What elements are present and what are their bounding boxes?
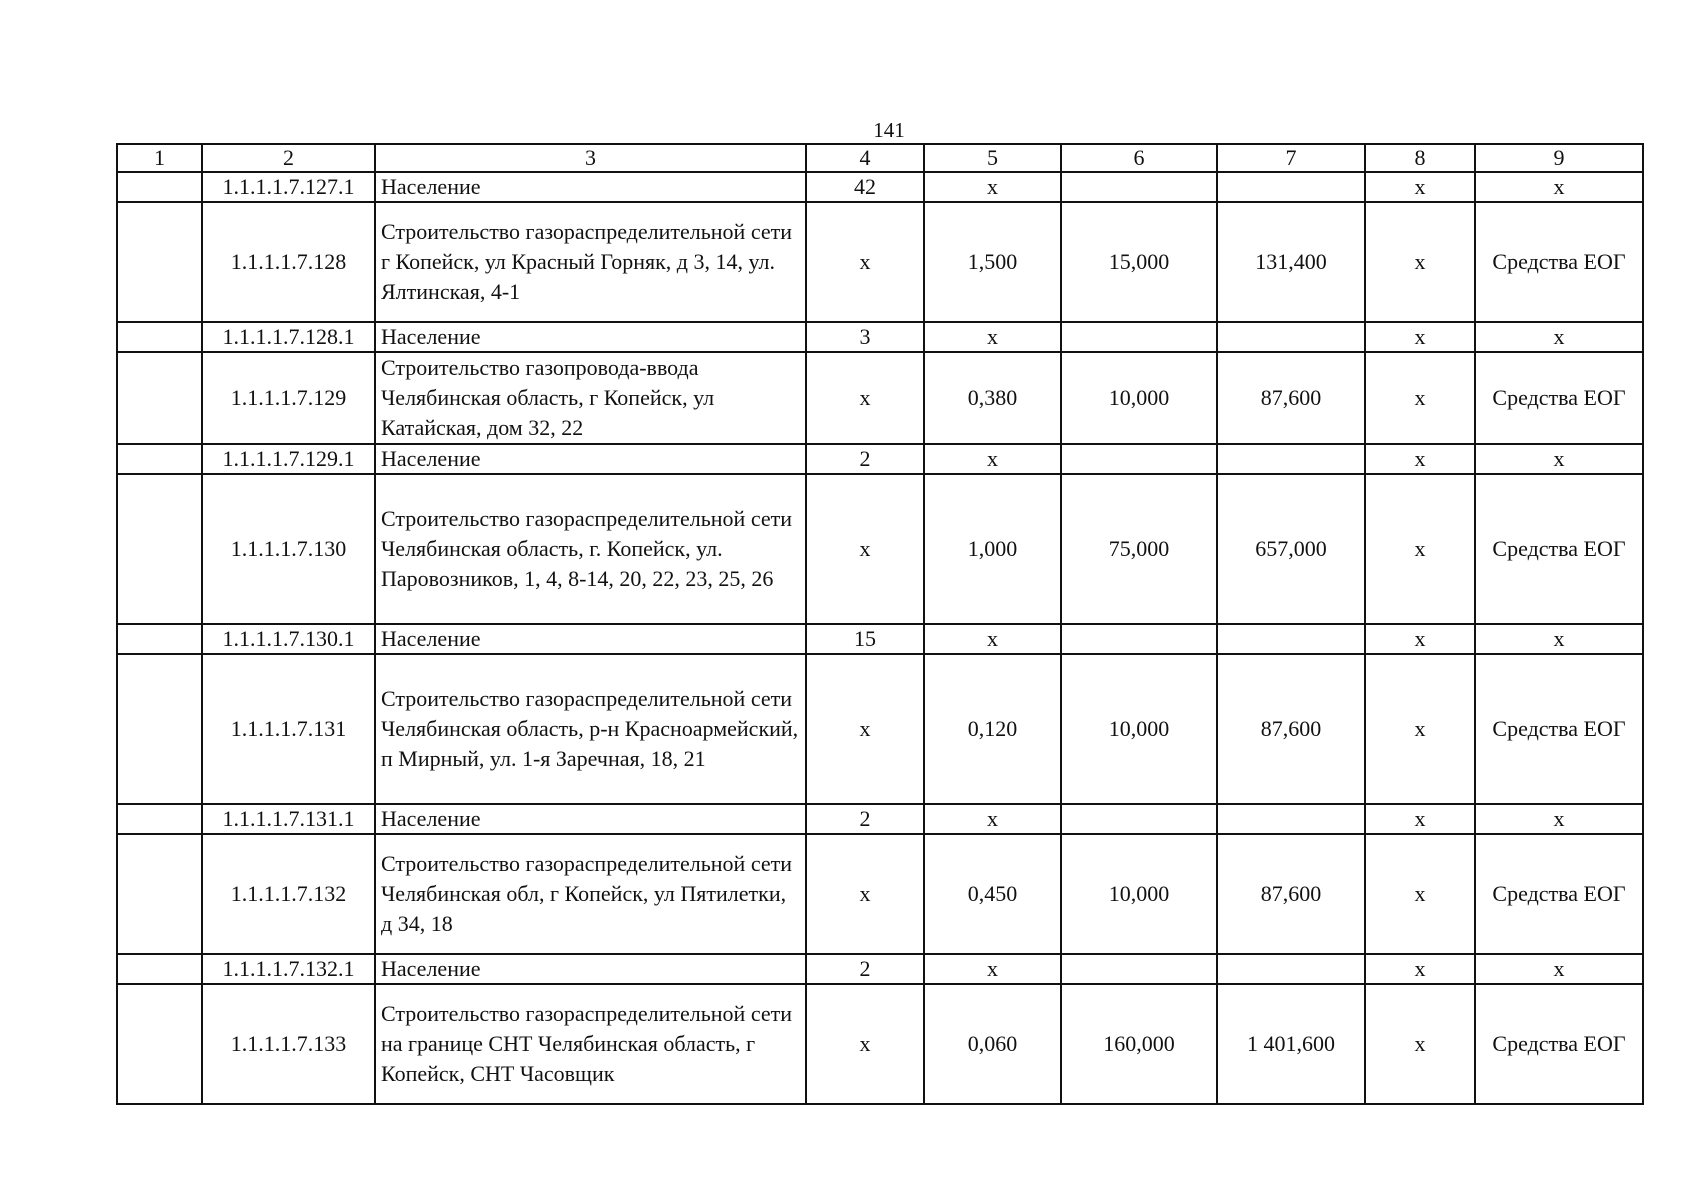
table-cell-col4: 15 bbox=[806, 624, 924, 654]
table-cell-col6: 10,000 bbox=[1061, 834, 1217, 954]
table-cell-col8: x bbox=[1365, 984, 1475, 1104]
table-cell-col2: 1.1.1.1.7.130.1 bbox=[202, 624, 375, 654]
table-cell-col6 bbox=[1061, 804, 1217, 834]
table-row bbox=[117, 984, 1643, 1104]
column-header: 3 bbox=[375, 144, 806, 172]
table-cell-col1 bbox=[117, 172, 202, 202]
table-cell-col4: 3 bbox=[806, 322, 924, 352]
table-cell-col9: x bbox=[1475, 172, 1643, 202]
table-cell-col1 bbox=[117, 352, 202, 444]
table-row bbox=[117, 444, 1643, 474]
column-header: 2 bbox=[202, 144, 375, 172]
table-cell-col7: 87,600 bbox=[1217, 654, 1365, 804]
table-cell-col5: 1,000 bbox=[924, 474, 1061, 624]
column-header: 5 bbox=[924, 144, 1061, 172]
table-row bbox=[117, 474, 1643, 624]
table-cell-col9: x bbox=[1475, 954, 1643, 984]
table-cell-col9: Средства ЕОГ bbox=[1475, 834, 1643, 954]
table-cell-col3: Население bbox=[375, 954, 806, 984]
table-row bbox=[117, 954, 1643, 984]
table-cell-col9: x bbox=[1475, 804, 1643, 834]
table-cell-col9: x bbox=[1475, 444, 1643, 474]
table-cell-col1 bbox=[117, 984, 202, 1104]
table-cell-col7: 87,600 bbox=[1217, 352, 1365, 444]
table-cell-col6 bbox=[1061, 322, 1217, 352]
table-cell-col7 bbox=[1217, 954, 1365, 984]
table-cell-col8: x bbox=[1365, 444, 1475, 474]
table-cell-col5: x bbox=[924, 624, 1061, 654]
table-row bbox=[117, 352, 1643, 444]
column-header: 1 bbox=[117, 144, 202, 172]
table-cell-col2: 1.1.1.1.7.128 bbox=[202, 202, 375, 322]
table-cell-col1 bbox=[117, 322, 202, 352]
table-cell-col9: Средства ЕОГ bbox=[1475, 352, 1643, 444]
table-cell-col1 bbox=[117, 654, 202, 804]
table-cell-col2: 1.1.1.1.7.133 bbox=[202, 984, 375, 1104]
table-cell-col2: 1.1.1.1.7.129.1 bbox=[202, 444, 375, 474]
table-cell-col5: x bbox=[924, 322, 1061, 352]
table-cell-col3: Население bbox=[375, 444, 806, 474]
table-cell-col6: 75,000 bbox=[1061, 474, 1217, 624]
table-cell-col4: 2 bbox=[806, 804, 924, 834]
table-cell-col7 bbox=[1217, 444, 1365, 474]
table-cell-col1 bbox=[117, 834, 202, 954]
table-cell-col2: 1.1.1.1.7.127.1 bbox=[202, 172, 375, 202]
table-cell-col3: Население bbox=[375, 624, 806, 654]
table-cell-col9: Средства ЕОГ bbox=[1475, 654, 1643, 804]
table-cell-col2: 1.1.1.1.7.132 bbox=[202, 834, 375, 954]
column-header: 4 bbox=[806, 144, 924, 172]
table-row bbox=[117, 804, 1643, 834]
table-row bbox=[117, 654, 1643, 804]
table-row bbox=[117, 624, 1643, 654]
table-cell-col6 bbox=[1061, 444, 1217, 474]
table-cell-col5: 1,500 bbox=[924, 202, 1061, 322]
table-cell-col5: 0,380 bbox=[924, 352, 1061, 444]
table-cell-col8: x bbox=[1365, 352, 1475, 444]
table-cell-col7: 657,000 bbox=[1217, 474, 1365, 624]
table-cell-col4: x bbox=[806, 352, 924, 444]
table-cell-col5: 0,450 bbox=[924, 834, 1061, 954]
page-number: 141 bbox=[873, 118, 905, 142]
table-cell-col4: 2 bbox=[806, 444, 924, 474]
table-cell-col8: x bbox=[1365, 474, 1475, 624]
table-cell-col8: x bbox=[1365, 954, 1475, 984]
table-cell-col6: 160,000 bbox=[1061, 984, 1217, 1104]
table-cell-col2: 1.1.1.1.7.130 bbox=[202, 474, 375, 624]
table-cell-col9: x bbox=[1475, 624, 1643, 654]
table-cell-col4: 2 bbox=[806, 954, 924, 984]
table-cell-col6: 10,000 bbox=[1061, 352, 1217, 444]
table-cell-col9: Средства ЕОГ bbox=[1475, 474, 1643, 624]
table-cell-col6 bbox=[1061, 624, 1217, 654]
table-cell-col9: Средства ЕОГ bbox=[1475, 202, 1643, 322]
table-cell-col1 bbox=[117, 202, 202, 322]
table-cell-col8: x bbox=[1365, 834, 1475, 954]
table-cell-col7 bbox=[1217, 172, 1365, 202]
table-cell-col7: 1 401,600 bbox=[1217, 984, 1365, 1104]
column-header: 9 bbox=[1475, 144, 1643, 172]
table-cell-col9: x bbox=[1475, 322, 1643, 352]
table-cell-col8: x bbox=[1365, 804, 1475, 834]
table-cell-col4: x bbox=[806, 984, 924, 1104]
table-cell-col4: x bbox=[806, 202, 924, 322]
table-cell-col7 bbox=[1217, 624, 1365, 654]
table-cell-col4: 42 bbox=[806, 172, 924, 202]
table-cell-col6: 15,000 bbox=[1061, 202, 1217, 322]
table-cell-col7 bbox=[1217, 804, 1365, 834]
table-cell-col3: Строительство газораспределительной сети Челябинская обл, г Копейск, ул Пятилетки, д 34, 18 bbox=[375, 834, 806, 954]
table-cell-col6 bbox=[1061, 172, 1217, 202]
table-row bbox=[117, 172, 1643, 202]
table-cell-col5: x bbox=[924, 444, 1061, 474]
table-cell-col3: Население bbox=[375, 172, 806, 202]
table-cell-col4: x bbox=[806, 474, 924, 624]
column-header: 8 bbox=[1365, 144, 1475, 172]
table-cell-col4: x bbox=[806, 654, 924, 804]
table-cell-col3: Строительство газопровода-ввода Челябинская область, г Копейск, ул Катайская, дом 32, 22 bbox=[375, 352, 806, 444]
table-cell-col6 bbox=[1061, 954, 1217, 984]
table-row bbox=[117, 322, 1643, 352]
table-cell-col3: Население bbox=[375, 804, 806, 834]
table-cell-col8: x bbox=[1365, 202, 1475, 322]
table-row bbox=[117, 202, 1643, 322]
table-cell-col8: x bbox=[1365, 322, 1475, 352]
table-cell-col2: 1.1.1.1.7.128.1 bbox=[202, 322, 375, 352]
table-cell-col1 bbox=[117, 804, 202, 834]
table-cell-col9: Средства ЕОГ bbox=[1475, 984, 1643, 1104]
column-header: 6 bbox=[1061, 144, 1217, 172]
table-cell-col3: Строительство газораспределительной сети на границе СНТ Челябинская область, г Копейск, СНТ Часовщик bbox=[375, 984, 806, 1104]
table-cell-col5: x bbox=[924, 172, 1061, 202]
table-cell-col5: x bbox=[924, 954, 1061, 984]
table-cell-col8: x bbox=[1365, 624, 1475, 654]
table-cell-col3: Строительство газораспределительной сети Челябинская область, г. Копейск, ул. Паровозников, 1, 4, 8-14, 20, 22, 23, 25, 26 bbox=[375, 474, 806, 624]
table-cell-col1 bbox=[117, 954, 202, 984]
table-cell-col1 bbox=[117, 474, 202, 624]
table-cell-col6: 10,000 bbox=[1061, 654, 1217, 804]
column-header: 7 bbox=[1217, 144, 1365, 172]
table-cell-col5: 0,060 bbox=[924, 984, 1061, 1104]
table-cell-col5: 0,120 bbox=[924, 654, 1061, 804]
table-cell-col5: x bbox=[924, 804, 1061, 834]
table-cell-col3: Строительство газораспределительной сети Челябинская область, р-н Красноармейский, п Мирный, ул. 1-я Заречная, 18, 21 bbox=[375, 654, 806, 804]
table-header-row bbox=[117, 144, 1643, 172]
table-cell-col7: 131,400 bbox=[1217, 202, 1365, 322]
table-cell-col2: 1.1.1.1.7.131.1 bbox=[202, 804, 375, 834]
table-cell-col7 bbox=[1217, 322, 1365, 352]
table-cell-col8: x bbox=[1365, 654, 1475, 804]
table-row bbox=[117, 834, 1643, 954]
table-cell-col2: 1.1.1.1.7.129 bbox=[202, 352, 375, 444]
table-cell-col1 bbox=[117, 444, 202, 474]
table-cell-col2: 1.1.1.1.7.131 bbox=[202, 654, 375, 804]
table-cell-col3: Строительство газораспределительной сети г Копейск, ул Красный Горняк, д 3, 14, ул. Ялтинская, 4-1 bbox=[375, 202, 806, 322]
table-cell-col1 bbox=[117, 624, 202, 654]
data-table bbox=[116, 143, 1644, 1105]
table-cell-col4: x bbox=[806, 834, 924, 954]
table-cell-col2: 1.1.1.1.7.132.1 bbox=[202, 954, 375, 984]
table-cell-col8: x bbox=[1365, 172, 1475, 202]
table-cell-col7: 87,600 bbox=[1217, 834, 1365, 954]
table-cell-col3: Население bbox=[375, 322, 806, 352]
